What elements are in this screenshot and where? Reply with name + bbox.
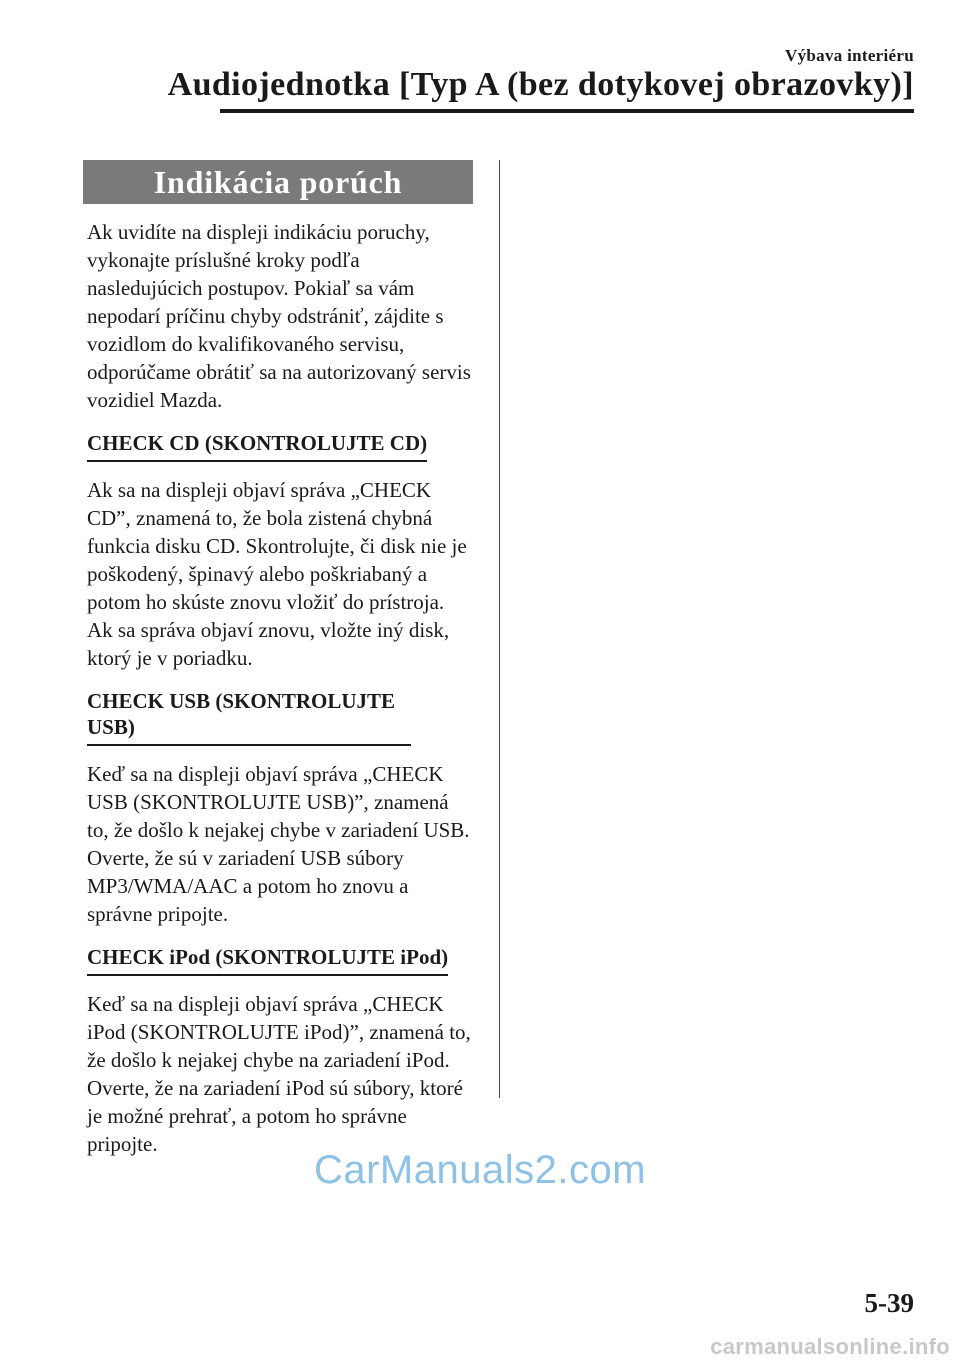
content-column (83, 160, 473, 1168)
subheading-check-cd: CHECK CD (SKONTROLUJTE CD) (87, 430, 427, 462)
paragraph-check-usb: Keď sa na displeji objaví správa „CHECK USB (SKONTROLUJTE USB)”, znamená to, že došlo k nejakej chybe v zariadení USB. Overte, že sú v zariadení USB súbory MP3/WMA/AAC a potom ho znovu a správne pripojte. (87, 762, 470, 926)
footer-link[interactable]: carmanualsonline.info (710, 1334, 950, 1359)
watermark: CarManuals2.com (313, 1148, 647, 1192)
paragraph-check-cd: Ak sa na displeji objaví správa „CHECK CD”, znamená to, že bola zistená chybná funkcia disku CD. Skontrolujte, či disk nie je poškodený, špinavý alebo poškriabaný a potom ho skúste znovu vložiť do prístroja. Ak sa správa objaví znovu, vložte iný disk, ktorý je v poriadku. (87, 478, 467, 670)
section-heading: Indikácia porúch (83, 160, 473, 204)
subheading-check-usb: CHECK USB (SKONTROLUJTE USB) (87, 688, 411, 746)
subheading-check-ipod: CHECK iPod (SKONTROLUJTE iPod) (87, 944, 448, 976)
page-number: 5-39 (864, 1288, 914, 1318)
column-divider (499, 160, 500, 1098)
intro-paragraph: Ak uvidíte na displeji indikáciu poruchy, vykonajte príslušné kroky podľa nasledujúcich postupov. Pokiaľ sa vám nepodarí príčinu chyby odstrániť, zájdite s vozidlom do kvalifikovaného servisu, odporúčame obrátiť sa na autorizovaný servis vozidiel Mazda. (87, 220, 471, 412)
paragraph-check-ipod: Keď sa na displeji objaví správa „CHECK iPod (SKONTROLUJTE iPod)”, znamená to, že došlo k nejakej chybe na zariadení iPod. Overte, že na zariadení iPod sú súbory, ktoré je možné prehrať, a potom ho správne pripojte. (87, 992, 471, 1156)
page-title: Audiojednotka [Typ A (bez dotykovej obrazovky)] (167, 66, 914, 103)
chapter-label: Výbava interiéru (785, 46, 914, 65)
header-rule (220, 109, 914, 113)
